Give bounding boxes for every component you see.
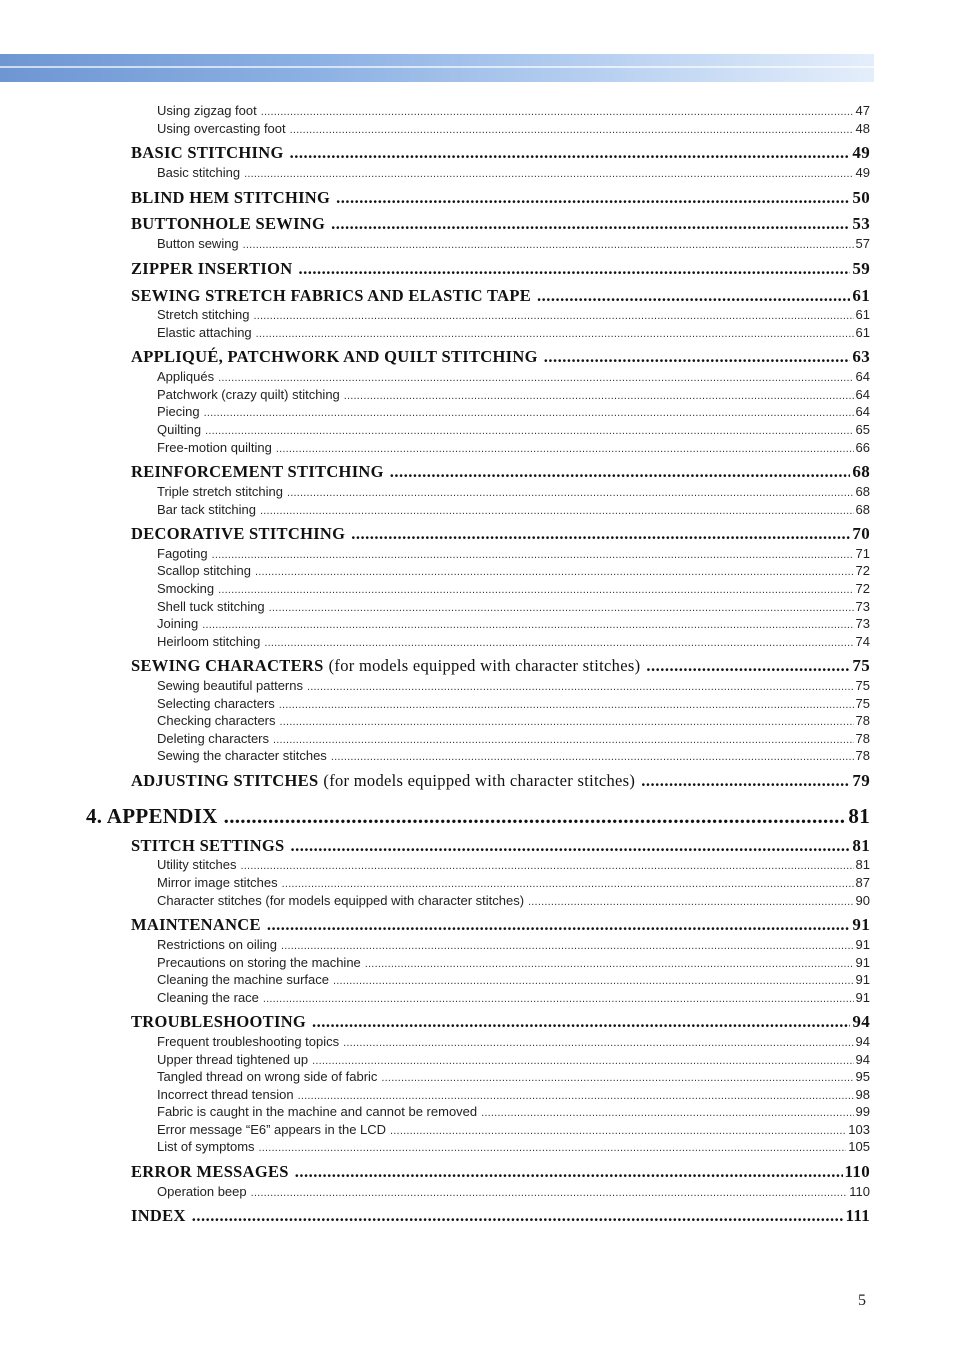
toc-entry-label: ERROR MESSAGES xyxy=(131,1162,289,1181)
toc-entry-label: Fagoting xyxy=(157,546,208,561)
toc-entry-page: 73 xyxy=(855,599,870,614)
toc-entry-label: ZIPPER INSERTION xyxy=(131,259,293,278)
toc-entry-page: 72 xyxy=(855,563,870,578)
toc-entry[interactable] xyxy=(157,325,870,340)
toc-entry-page: 68 xyxy=(852,462,870,481)
toc-entry-label: Precautions on storing the machine xyxy=(157,955,361,970)
toc-entry-page: 73 xyxy=(855,616,870,631)
toc-entry-page: 71 xyxy=(855,546,870,561)
toc-entry-page: 70 xyxy=(852,524,870,543)
toc-entry-label: Free-motion quilting xyxy=(157,440,272,455)
toc-entry-label: Shell tuck stitching xyxy=(157,599,265,614)
dot-leader xyxy=(390,1125,846,1137)
toc-entry-note: (for models equipped with character stitches) xyxy=(323,771,636,790)
toc-entry-label: Heirloom stitching xyxy=(157,634,261,649)
dot-leader xyxy=(273,734,854,746)
toc-entry-label: Cleaning the race xyxy=(157,990,259,1005)
toc-entry[interactable] xyxy=(131,188,870,208)
toc-entry-label: TROUBLESHOOTING xyxy=(131,1012,307,1031)
toc-entry-label: REINFORCEMENT STITCHING xyxy=(131,462,384,481)
dot-leader xyxy=(390,462,851,482)
dot-leader xyxy=(544,347,851,367)
toc-entry-label: Restrictions on oiling xyxy=(157,937,277,952)
dot-leader xyxy=(331,214,850,234)
toc-entry[interactable] xyxy=(131,286,870,306)
toc-entry-label: Selecting characters xyxy=(157,696,275,711)
toc-entry[interactable] xyxy=(131,143,870,163)
toc-entry-page: 59 xyxy=(852,259,870,278)
dot-leader xyxy=(307,681,854,693)
dot-leader xyxy=(261,106,854,118)
dot-leader xyxy=(251,1187,848,1199)
dot-leader xyxy=(264,637,853,649)
toc-entry-page: 98 xyxy=(855,1087,870,1102)
dot-leader xyxy=(269,602,854,614)
toc-entry-label: Joining xyxy=(157,616,199,631)
toc-entry[interactable] xyxy=(157,103,870,118)
dot-leader xyxy=(537,286,850,306)
toc-entry-label: BASIC STITCHING xyxy=(131,143,284,162)
toc-entry-label: Basic stitching xyxy=(157,165,241,180)
toc-entry[interactable] xyxy=(157,404,870,419)
toc-entry-label: 4. APPENDIX xyxy=(86,804,218,828)
toc-entry[interactable] xyxy=(157,616,870,631)
toc-entry[interactable] xyxy=(157,599,870,614)
toc-entry[interactable] xyxy=(86,804,870,829)
toc-entry-label: DECORATIVE STITCHING xyxy=(131,524,346,543)
toc-entry[interactable] xyxy=(157,893,870,908)
dot-leader xyxy=(256,328,854,340)
toc-entry-page: 61 xyxy=(852,286,870,305)
dot-leader xyxy=(254,310,854,322)
toc-entry-page: 75 xyxy=(855,678,870,693)
toc-entry[interactable] xyxy=(157,1087,870,1102)
dot-leader xyxy=(282,878,854,890)
dot-leader xyxy=(205,425,853,437)
toc-entry[interactable] xyxy=(157,121,870,136)
dot-leader xyxy=(365,958,854,970)
toc-entry[interactable] xyxy=(157,581,870,596)
toc-entry[interactable] xyxy=(157,634,870,649)
toc-entry-page: 81 xyxy=(848,804,870,828)
toc-entry-page: 64 xyxy=(855,369,870,384)
toc-entry-page: 50 xyxy=(852,188,870,207)
toc-entry[interactable] xyxy=(157,236,870,251)
dot-leader xyxy=(244,168,853,180)
toc-entry-label: Incorrect thread tension xyxy=(157,1087,294,1102)
toc-entry[interactable] xyxy=(131,1012,870,1032)
toc-entry-page: 74 xyxy=(855,634,870,649)
dot-leader xyxy=(336,188,850,208)
toc-entry-page: 99 xyxy=(855,1104,870,1119)
dot-leader xyxy=(212,549,854,561)
toc-entry[interactable] xyxy=(131,1162,870,1182)
toc-entry-page: 75 xyxy=(852,656,870,675)
toc-entry[interactable] xyxy=(131,836,870,856)
toc-entry[interactable] xyxy=(157,731,870,746)
toc-entry-page: 91 xyxy=(855,937,870,952)
toc-entry-page: 49 xyxy=(855,165,870,180)
toc-entry[interactable] xyxy=(131,524,870,544)
toc-entry-label: Character stitches (for models equipped with character stitches) xyxy=(157,893,525,908)
toc-entry-label: Bar tack stitching xyxy=(157,502,256,517)
toc-entry[interactable] xyxy=(157,1184,870,1199)
toc-entry[interactable] xyxy=(157,307,870,322)
toc-entry[interactable] xyxy=(157,1139,870,1154)
toc-entry-label: BLIND HEM STITCHING xyxy=(131,188,331,207)
toc-entry[interactable] xyxy=(157,1104,870,1119)
toc-entry-label: Smocking xyxy=(157,581,215,596)
dot-leader xyxy=(312,1012,850,1032)
toc-entry-page: 91 xyxy=(855,972,870,987)
dot-leader xyxy=(287,487,854,499)
toc-entry-page: 64 xyxy=(855,387,870,402)
dot-leader xyxy=(192,1206,844,1226)
toc-entry-label: SEWING STRETCH FABRICS AND ELASTIC TAPE xyxy=(131,286,532,305)
toc-entry-page: 81 xyxy=(852,836,870,855)
dot-leader xyxy=(481,1107,853,1119)
dot-leader xyxy=(281,940,854,952)
toc-entry[interactable] xyxy=(157,955,870,970)
dot-leader xyxy=(218,372,853,384)
dot-leader xyxy=(291,836,851,856)
toc-entry-label: Sewing the character stitches xyxy=(157,748,327,763)
toc-entry-label: STITCH SETTINGS xyxy=(131,836,285,855)
toc-entry-label: Tangled thread on wrong side of fabric xyxy=(157,1069,378,1084)
dot-leader xyxy=(263,993,854,1005)
toc-entry[interactable] xyxy=(157,678,870,693)
toc-entry[interactable] xyxy=(157,1034,870,1049)
toc-entry[interactable] xyxy=(157,484,870,499)
toc-entry-label: Mirror image stitches xyxy=(157,875,278,890)
toc-entry-label: Scallop stitching xyxy=(157,563,251,578)
toc-entry-page: 78 xyxy=(855,731,870,746)
toc-entry[interactable] xyxy=(131,259,870,279)
toc-entry-page: 65 xyxy=(855,422,870,437)
toc-entry[interactable] xyxy=(157,696,870,711)
toc-entry[interactable] xyxy=(131,1206,870,1226)
toc-entry-label: Sewing beautiful patterns xyxy=(157,678,303,693)
dot-leader xyxy=(290,124,854,136)
dot-leader xyxy=(290,143,851,163)
toc-entry-label: Upper thread tightened up xyxy=(157,1052,309,1067)
dot-leader xyxy=(240,860,853,872)
toc-entry-page: 110 xyxy=(844,1162,870,1181)
toc-entry-page: 63 xyxy=(852,347,870,366)
dot-leader xyxy=(260,505,854,517)
toc-entry-label: SEWING CHARACTERS xyxy=(131,656,324,675)
toc-entry[interactable] xyxy=(157,546,870,561)
toc-entry[interactable] xyxy=(157,387,870,402)
toc-entry-page: 53 xyxy=(852,214,870,233)
toc-entry[interactable] xyxy=(157,713,870,728)
toc-entry-label: Elastic attaching xyxy=(157,325,252,340)
toc-entry-page: 81 xyxy=(855,857,870,872)
dot-leader xyxy=(646,656,850,676)
toc-entry-label: Frequent troubleshooting topics xyxy=(157,1034,340,1049)
toc-entry-page: 61 xyxy=(855,325,870,340)
toc-entry-page: 66 xyxy=(855,440,870,455)
toc-entry[interactable] xyxy=(157,502,870,517)
toc-entry[interactable] xyxy=(157,972,870,987)
dot-leader xyxy=(298,259,850,279)
toc-entry-note: (for models equipped with character stitches) xyxy=(328,656,641,675)
banner-stripe xyxy=(0,66,874,68)
toc-entry-page: 91 xyxy=(855,990,870,1005)
dot-leader xyxy=(344,390,854,402)
toc-entry[interactable] xyxy=(131,347,870,367)
toc-entry[interactable] xyxy=(157,857,870,872)
dot-leader xyxy=(279,699,854,711)
toc-entry-label: Utility stitches xyxy=(157,857,237,872)
toc-entry-page: 72 xyxy=(855,581,870,596)
page-number: 5 xyxy=(858,1292,866,1309)
toc-entry[interactable] xyxy=(157,1069,870,1084)
dot-leader xyxy=(204,407,854,419)
dot-leader xyxy=(202,619,853,631)
toc-entry[interactable] xyxy=(131,214,870,234)
toc-entry-label: Error message “E6” appears in the LCD xyxy=(157,1122,387,1137)
toc-entry-page: 111 xyxy=(845,1206,870,1225)
toc-entry-label: Appliqués xyxy=(157,369,215,384)
toc-entry-label: ADJUSTING STITCHES xyxy=(131,771,319,790)
toc-entry-page: 78 xyxy=(855,713,870,728)
dot-leader xyxy=(343,1037,853,1049)
dot-leader xyxy=(331,751,854,763)
toc-entry-page: 105 xyxy=(848,1139,870,1154)
toc-entry[interactable] xyxy=(157,563,870,578)
toc-entry[interactable] xyxy=(157,937,870,952)
toc-entry-page: 110 xyxy=(849,1184,870,1199)
dot-leader xyxy=(243,239,854,251)
dot-leader xyxy=(641,771,850,791)
toc-entry-label: INDEX xyxy=(131,1206,186,1225)
toc-entry[interactable] xyxy=(157,422,870,437)
dot-leader xyxy=(218,584,853,596)
header-banner xyxy=(0,54,874,82)
toc-entry-label: Triple stretch stitching xyxy=(157,484,283,499)
toc-entry-page: 75 xyxy=(855,696,870,711)
toc-entry-page: 94 xyxy=(855,1052,870,1067)
toc-entry-page: 94 xyxy=(852,1012,870,1031)
toc-entry-page: 57 xyxy=(855,236,870,251)
dot-leader xyxy=(295,1162,843,1182)
toc-entry-page: 103 xyxy=(848,1122,870,1137)
toc-entry-label: Using zigzag foot xyxy=(157,103,257,118)
toc-entry-label: Deleting characters xyxy=(157,731,269,746)
toc-entry[interactable] xyxy=(157,1052,870,1067)
toc-entry-page: 90 xyxy=(855,893,870,908)
dot-leader xyxy=(298,1090,854,1102)
toc-entry-page: 48 xyxy=(855,121,870,136)
dot-leader xyxy=(267,915,851,935)
toc-entry[interactable] xyxy=(157,990,870,1005)
dot-leader xyxy=(312,1055,853,1067)
toc-entry-page: 87 xyxy=(855,875,870,890)
toc-entry-label: Piecing xyxy=(157,404,200,419)
toc-entry-page: 91 xyxy=(855,955,870,970)
toc-entry-page: 64 xyxy=(855,404,870,419)
toc-entry-label: MAINTENANCE xyxy=(131,915,261,934)
dot-leader xyxy=(351,524,850,544)
toc-entry-page: 78 xyxy=(855,748,870,763)
toc-entry[interactable] xyxy=(131,656,870,676)
toc-entry-page: 94 xyxy=(855,1034,870,1049)
dot-leader xyxy=(280,716,854,728)
toc-entry-page: 47 xyxy=(855,103,870,118)
dot-leader xyxy=(224,804,847,829)
toc-entry[interactable] xyxy=(157,748,870,763)
toc-entry[interactable] xyxy=(157,1122,870,1137)
toc-entry[interactable] xyxy=(131,462,870,482)
toc-entry[interactable] xyxy=(131,915,870,935)
toc-entry-page: 49 xyxy=(852,143,870,162)
toc-entry-page: 68 xyxy=(855,484,870,499)
toc-entry-label: BUTTONHOLE SEWING xyxy=(131,214,326,233)
toc-entry-label: Stretch stitching xyxy=(157,307,250,322)
toc-entry-label: Button sewing xyxy=(157,236,239,251)
toc-entry-label: Cleaning the machine surface xyxy=(157,972,329,987)
toc-entry[interactable] xyxy=(157,165,870,180)
toc-entry-label: Checking characters xyxy=(157,713,276,728)
toc-entry-page: 91 xyxy=(852,915,870,934)
toc-entry-page: 61 xyxy=(855,307,870,322)
toc-entry[interactable] xyxy=(131,771,870,791)
toc-entry-page: 68 xyxy=(855,502,870,517)
toc-entry-label: Fabric is caught in the machine and cannot be removed xyxy=(157,1104,478,1119)
dot-leader xyxy=(381,1072,853,1084)
toc-entry-label: Operation beep xyxy=(157,1184,247,1199)
toc-entry-page: 95 xyxy=(855,1069,870,1084)
dot-leader xyxy=(255,566,854,578)
dot-leader xyxy=(333,975,854,987)
dot-leader xyxy=(259,1142,847,1154)
toc-entry[interactable] xyxy=(157,440,870,455)
toc-entry[interactable] xyxy=(157,369,870,384)
toc-entry-label: List of symptoms xyxy=(157,1139,255,1154)
dot-leader xyxy=(528,896,853,908)
toc-entry-label: Quilting xyxy=(157,422,202,437)
toc-entry-label: Using overcasting foot xyxy=(157,121,286,136)
toc-entry-label: APPLIQUÉ, PATCHWORK AND QUILT STITCHING xyxy=(131,347,538,366)
toc-entry-page: 79 xyxy=(852,771,870,790)
toc-entry-label: Patchwork (crazy quilt) stitching xyxy=(157,387,340,402)
toc-entry[interactable] xyxy=(157,875,870,890)
dot-leader xyxy=(276,443,854,455)
